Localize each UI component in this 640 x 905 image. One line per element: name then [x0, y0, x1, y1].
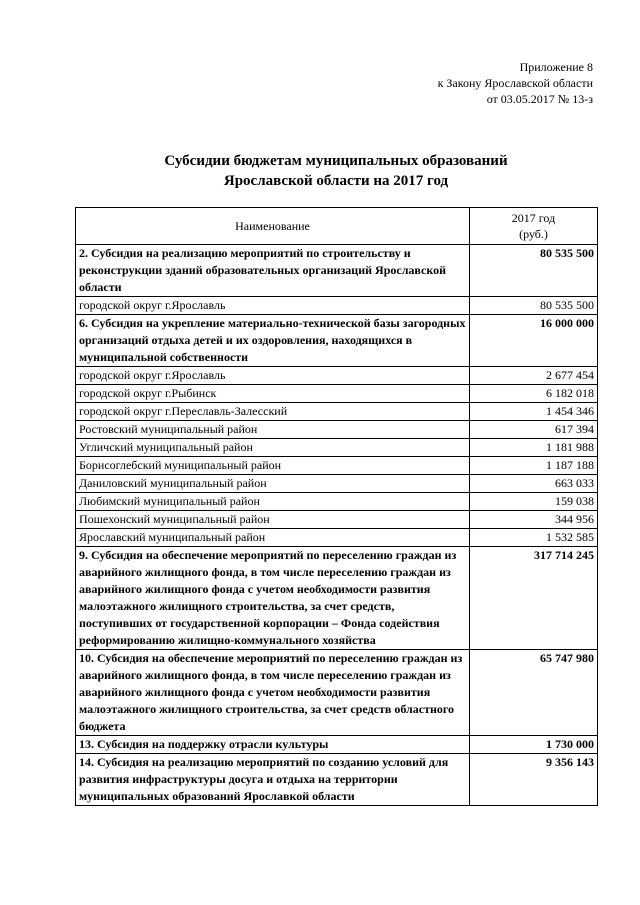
municipality-amount: 159 038 [470, 493, 598, 511]
table-row [76, 421, 598, 439]
table-row [76, 385, 598, 403]
table-row [76, 511, 598, 529]
document-title-line-2: Ярославской области на 2017 год [223, 173, 449, 189]
subsidy-total-amount: 1 730 000 [470, 736, 598, 754]
municipality-name: Пошехонский муниципальный район [76, 511, 470, 529]
appendix-number: Приложение 8 [519, 60, 593, 74]
subsidy-section-row [76, 547, 598, 650]
municipality-amount: 617 394 [470, 421, 598, 439]
column-header-year: 2017 год [511, 211, 556, 225]
subsidy-total-amount: 9 356 143 [470, 754, 598, 806]
table-row [76, 403, 598, 421]
appendix-date: от 03.05.2017 № 13-з [486, 92, 593, 106]
document-title [0, 151, 640, 191]
table-row [76, 439, 598, 457]
table-row [76, 529, 598, 547]
subsidy-total-amount: 317 714 245 [470, 547, 598, 650]
subsidy-name: 9. Субсидия на обеспечение мероприятий по переселению граждан из аварийного жилищного фонда, в том числе переселению граждан из аварийного жилищного фонда с учетом необходимости развития малоэтажного жилищного строительства, за счет средств, поступивших от государственной корпорации – Фонда содействия реформированию жилищно-коммунального хозяйства [76, 547, 470, 650]
subsidy-section-row [76, 754, 598, 806]
subsidy-section-row [76, 245, 598, 297]
table-header-row [76, 208, 598, 245]
table-row [76, 493, 598, 511]
subsidy-name: 13. Субсидия на поддержку отрасли культуры [76, 736, 470, 754]
table-row [76, 297, 598, 315]
table-row [76, 367, 598, 385]
municipality-amount: 344 956 [470, 511, 598, 529]
municipality-amount: 80 535 500 [470, 297, 598, 315]
column-header-unit: (руб.) [519, 227, 548, 241]
municipality-amount: 663 033 [470, 475, 598, 493]
subsidy-section-row [76, 315, 598, 367]
subsidy-name: 2. Субсидия на реализацию мероприятий по строительству и реконструкции зданий образовательных организаций Ярославской области [76, 245, 470, 297]
municipality-amount: 1 181 988 [470, 439, 598, 457]
municipality-name: Даниловский муниципальный район [76, 475, 470, 493]
municipality-name: Борисоглебский муниципальный район [76, 457, 470, 475]
subsidies-table [75, 207, 598, 806]
appendix-header [438, 59, 593, 107]
subsidy-name: 6. Субсидия на укрепление материально-технической базы загородных организаций отдыха детей и их оздоровления, находящихся в муниципальной собственности [76, 315, 470, 367]
subsidy-total-amount: 65 747 980 [470, 650, 598, 736]
subsidy-section-row [76, 650, 598, 736]
municipality-name: городской округ г.Рыбинск [76, 385, 470, 403]
municipality-name: городской округ г.Ярославль [76, 367, 470, 385]
municipality-name: Ростовский муниципальный район [76, 421, 470, 439]
subsidy-total-amount: 80 535 500 [470, 245, 598, 297]
municipality-amount: 6 182 018 [470, 385, 598, 403]
municipality-name: городской округ г.Переславль-Залесский [76, 403, 470, 421]
table-row [76, 457, 598, 475]
column-header-name: Наименование [76, 208, 470, 245]
municipality-name: Ярославский муниципальный район [76, 529, 470, 547]
municipality-amount: 2 677 454 [470, 367, 598, 385]
municipality-name: Любимский муниципальный район [76, 493, 470, 511]
municipality-amount: 1 187 188 [470, 457, 598, 475]
document-title-line-1: Субсидии бюджетам муниципальных образований [164, 153, 508, 169]
municipality-name: Угличский муниципальный район [76, 439, 470, 457]
municipality-amount: 1 532 585 [470, 529, 598, 547]
municipality-amount: 1 454 346 [470, 403, 598, 421]
subsidy-total-amount: 16 000 000 [470, 315, 598, 367]
appendix-law: к Закону Ярославской области [437, 76, 593, 90]
subsidy-section-row [76, 736, 598, 754]
municipality-name: городской округ г.Ярославль [76, 297, 470, 315]
table-row [76, 475, 598, 493]
column-header-amount [470, 208, 598, 245]
subsidy-name: 14. Субсидия на реализацию мероприятий по созданию условий для развития инфраструктуры досуга и отдыха на территории муниципальных образований Ярославкой области [76, 754, 470, 806]
subsidy-name: 10. Субсидия на обеспечение мероприятий по переселению граждан из аварийного жилищного фонда, в том числе переселению граждан из аварийного жилищного фонда с учетом необходимости развития малоэтажного жилищного строительства, за счет средств областного бюджета [76, 650, 470, 736]
